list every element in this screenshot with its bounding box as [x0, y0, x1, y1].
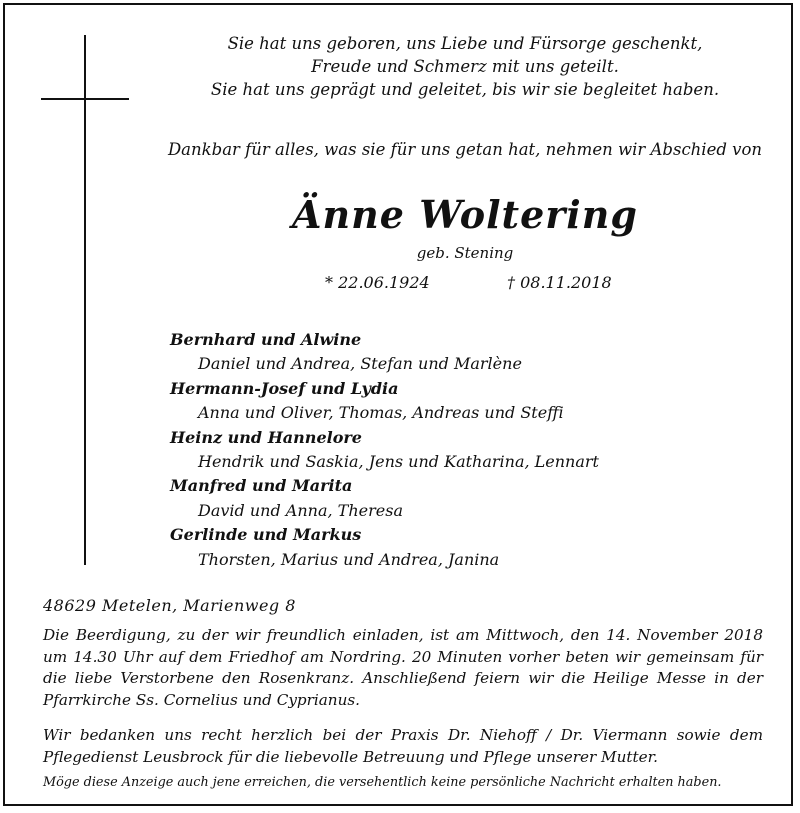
family-couple: Heinz und Hannelore — [170, 427, 362, 447]
family-couple: Bernhard und Alwine — [170, 330, 362, 349]
family-couple: Gerlinde und Markus — [170, 525, 362, 545]
poem-line-1: Sie hat uns geboren, uns Liebe und Fürsorge geschenkt, — [227, 34, 703, 53]
family-children: Hendrik und Saskia, Jens und Katharina, Lennart — [198, 452, 599, 472]
family-children: Thorsten, Marius und Andrea, Janina — [198, 549, 500, 569]
cross-vertical-bar — [84, 35, 86, 565]
poem-line-3: Sie hat uns geprägt und geleitet, bis wir sie begleitet haben. — [210, 80, 720, 99]
cross-horizontal-bar — [41, 98, 129, 100]
gratitude-text: Wir bedanken uns recht herzlich bei der Praxis Dr. Niehoff / Dr. Viermann sowie dem Pflegedienst Leusbrock für die liebevolle Betreuung und Pflege unserer Mutter. — [43, 726, 763, 766]
poem — [160, 32, 770, 101]
family-children: David und Anna, Theresa — [198, 500, 403, 520]
birth-name: geb. Stening — [416, 244, 514, 262]
family-children: Anna und Oliver, Thomas, Andreas und Steffi — [198, 403, 564, 423]
family-children: Daniel und Andrea, Stefan und Marlène — [198, 354, 522, 374]
death-date: † 08.11.2018 — [507, 273, 612, 292]
poem-line-2: Freude und Schmerz mit uns geteilt. — [311, 57, 619, 76]
birth-date: * 22.06.1924 — [325, 273, 430, 292]
family-couple: Manfred und Marita — [170, 476, 353, 496]
thanks-line: Dankbar für alles, was sie für uns getan hat, nehmen wir Abschied von — [167, 140, 763, 159]
family-list — [170, 328, 599, 572]
address: 48629 Metelen, Marienweg 8 — [43, 596, 296, 615]
deceased-name: Änne Woltering — [292, 192, 638, 237]
family-couple: Hermann-Josef und Lydia — [170, 378, 399, 398]
notice-note: Möge diese Anzeige auch jene erreichen, die versehentlich keine persönliche Nachricht erhalten haben. — [43, 775, 722, 790]
funeral-details: Die Beerdigung, zu der wir freundlich einladen, ist am Mittwoch, den 14. November 2018 um 14.30 Uhr auf dem Friedhof am Nordring. 20 Minuten vorher beten wir gemeinsam für die liebe Verstorbene den Rosenkranz. Anschließend feiern wir die Heilige Messe in der Pfarrkirche Ss. Cornelius und Cyprianus. — [43, 626, 763, 709]
